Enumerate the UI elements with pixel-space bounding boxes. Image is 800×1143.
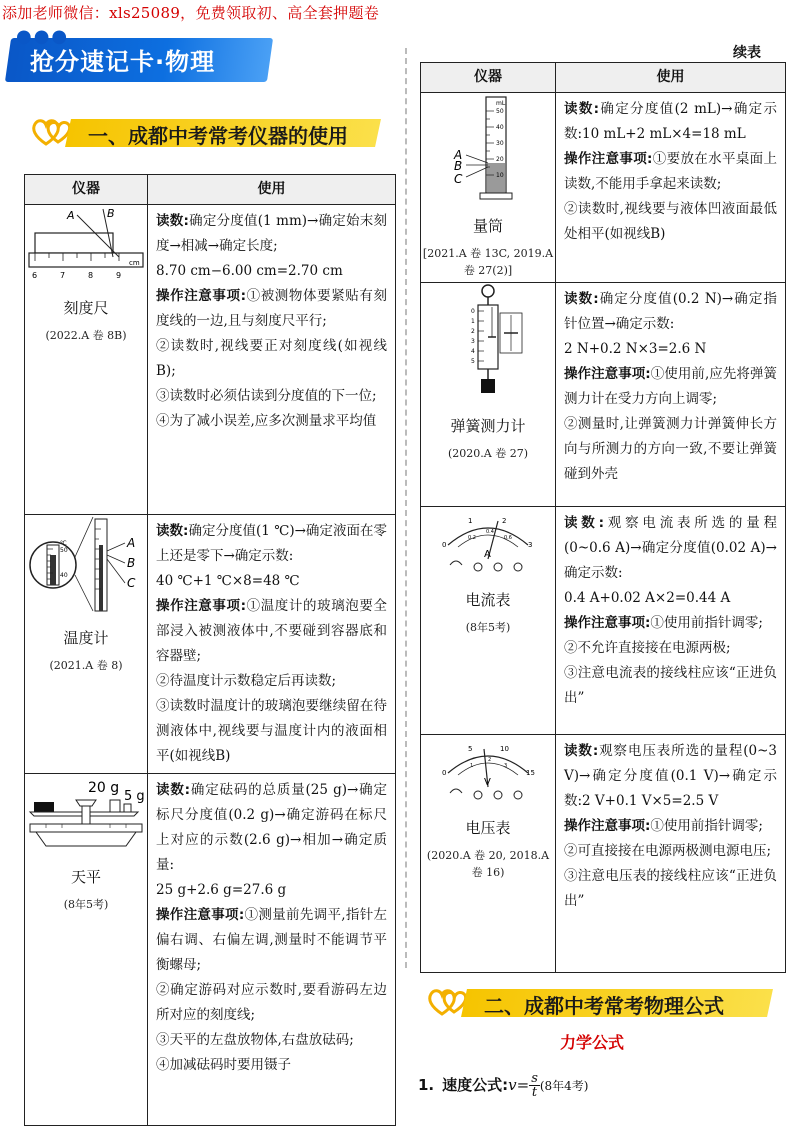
table-row bbox=[25, 774, 396, 1126]
usage-text: 确定分度值(0.2 N)→确定指针位置→确定示数: bbox=[564, 291, 778, 332]
usage-text: ②测量时,让弹簧测力计弹簧伸长方向与所测力的方向一致,不要让弹簧碰到外壳 bbox=[564, 416, 777, 482]
header-banner bbox=[8, 26, 273, 86]
usage-heading: 操作注意事项: bbox=[156, 598, 246, 614]
section-title-formulas bbox=[428, 985, 778, 1019]
ammeter-small-scale: 0.4 bbox=[486, 529, 494, 535]
spring-mark: 0 bbox=[471, 308, 475, 315]
usage-text: ③读数时温度计的玻璃泡要继续留在待测液体中,视线要与温度计内的液面相平(如视线B) bbox=[156, 698, 387, 764]
usage-cell-cylinder bbox=[556, 93, 786, 283]
thermo-unit: ℃ bbox=[60, 540, 67, 547]
ammeter-scale: 0 bbox=[442, 541, 447, 549]
instrument-name: 天平 bbox=[70, 868, 101, 886]
col-header-instrument: 仪器 bbox=[25, 175, 148, 205]
instrument-ref: (2020.A 卷 27) bbox=[447, 447, 528, 460]
usage-text: ②可直接接在电源两极测电源电压; bbox=[564, 843, 772, 859]
usage-text: 2 N+0.2 N×3=2.6 N bbox=[564, 341, 707, 357]
thermometer-illustration bbox=[27, 515, 145, 615]
usage-text: 确定分度值(2 mL)→确定示数:10 mL+2 mL×4=18 mL bbox=[564, 101, 777, 142]
instrument-cell-voltmeter bbox=[421, 735, 556, 973]
usage-cell-balance bbox=[148, 774, 396, 1126]
thermo-label-c: C bbox=[127, 576, 136, 590]
continued-label: 续表 bbox=[733, 45, 761, 61]
ammeter-scale: 3 bbox=[528, 541, 533, 549]
instrument-ref: (2022.A 卷 8B) bbox=[45, 329, 127, 342]
usage-heading: 操作注意事项: bbox=[564, 615, 651, 631]
usage-heading: 操作注意事项: bbox=[156, 907, 245, 923]
balance-weight-5g: 5 g bbox=[124, 789, 145, 804]
cylinder-mark: 40 bbox=[496, 124, 504, 131]
usage-heading: 读数: bbox=[156, 213, 189, 229]
instrument-ref: (8年5考) bbox=[63, 898, 109, 911]
column-divider bbox=[405, 48, 407, 968]
usage-text: ②待温度计示数稳定后再读数; bbox=[156, 673, 337, 689]
usage-text: 0.4 A+0.02 A×2=0.44 A bbox=[564, 590, 731, 606]
cylinder-label-a: A bbox=[454, 148, 463, 162]
spring-mark: 1 bbox=[471, 318, 475, 325]
usage-text: 确定分度值(1 ℃)→确定液面在零上还是零下→确定示数: bbox=[156, 523, 387, 564]
header-dots: ●●● bbox=[16, 26, 70, 47]
cylinder-mark: 10 bbox=[496, 172, 504, 179]
voltmeter-scale: 0 bbox=[442, 769, 447, 777]
section-title-text: 二、成都中考常考物理公式 bbox=[484, 994, 724, 1018]
instrument-cell-cylinder bbox=[421, 93, 556, 283]
formula-ref: (8年4考) bbox=[539, 1079, 589, 1093]
formula-label: 速度公式: bbox=[442, 1076, 509, 1094]
usage-text: ②不允许直接接在电源两极; bbox=[564, 640, 731, 656]
usage-heading: 读数: bbox=[564, 743, 599, 759]
instrument-cell-spring-scale bbox=[421, 283, 556, 507]
instrument-ref: [2021.A 卷 13C, 2019.A 卷 27(2)] bbox=[422, 247, 554, 277]
usage-heading: 读数: bbox=[564, 291, 599, 307]
usage-text: 确定分度值(1 mm)→确定始末刻度→相减→确定长度; bbox=[156, 213, 388, 254]
thermo-label-a: A bbox=[127, 536, 136, 550]
ammeter-illustration bbox=[438, 507, 538, 577]
usage-heading: 操作注意事项: bbox=[564, 366, 651, 382]
ammeter-scale: 2 bbox=[502, 517, 507, 525]
ruler-illustration bbox=[27, 205, 145, 285]
usage-text: ②确定游码对应示数时,要看游码左边所对应的刻度线; bbox=[156, 982, 387, 1023]
formula-number: 1. bbox=[418, 1076, 435, 1094]
thermo-label-b: B bbox=[127, 556, 136, 570]
cylinder-label-c: C bbox=[454, 172, 463, 186]
instrument-cell-ammeter bbox=[421, 507, 556, 735]
usage-cell-ruler bbox=[148, 205, 396, 515]
usage-heading: 操作注意事项: bbox=[156, 288, 246, 304]
usage-text: 观察电压表所选的量程(0~3 V)→确定分度值(0.1 V)→确定示数:2 V+0.1 V×5=2.5 V bbox=[564, 743, 777, 809]
usage-heading: 操作注意事项: bbox=[564, 818, 651, 834]
usage-text: ①温度计的玻璃泡要全部浸入被测液体中,不要碰到容器底和容器壁; bbox=[156, 598, 387, 664]
usage-text: ②读数时,视线要与液体凹液面最低处相平(如视线B) bbox=[564, 201, 777, 242]
usage-heading: 读数: bbox=[156, 523, 189, 539]
table-row bbox=[25, 515, 396, 774]
balance-weight-20g: 20 g bbox=[88, 780, 120, 796]
mechanics-subtitle: 力学公式 bbox=[560, 1033, 625, 1052]
usage-text: ③注意电流表的接线柱应该“正进负出” bbox=[564, 665, 777, 706]
usage-text: ②读数时,视线要正对刻度线(如视线B); bbox=[156, 338, 387, 379]
instrument-name: 弹簧测力计 bbox=[450, 417, 526, 435]
col-header-usage: 使用 bbox=[556, 63, 786, 93]
ruler-tick: 9 bbox=[116, 271, 122, 280]
voltmeter-illustration bbox=[438, 735, 538, 805]
usage-text: ①使用前,应先将弹簧测力计在受力方向上调零; bbox=[564, 366, 777, 407]
usage-text: ③天平的左盘放物体,右盘放砝码; bbox=[156, 1032, 354, 1048]
usage-text: 8.70 cm−6.00 cm=2.70 cm bbox=[156, 263, 343, 279]
instrument-name: 电压表 bbox=[465, 819, 511, 837]
cylinder-mark: 50 bbox=[496, 108, 504, 115]
usage-text: ③注意电压表的接线柱应该“正进负出” bbox=[564, 868, 777, 909]
usage-heading: 读数: bbox=[564, 101, 600, 117]
instrument-name: 温度计 bbox=[63, 629, 109, 647]
instrument-ref: (2021.A 卷 8) bbox=[49, 659, 123, 672]
voltmeter-small-scale: 3 bbox=[504, 763, 508, 769]
col-header-usage: 使用 bbox=[148, 175, 396, 205]
usage-text: 观察电流表所选的量程(0~0.6 A)→确定分度值(0.02 A)→确定示数: bbox=[564, 515, 777, 581]
usage-heading: 读数: bbox=[156, 782, 191, 798]
formula-numerator: s bbox=[531, 1071, 538, 1086]
cylinder-mark: 20 bbox=[496, 156, 504, 163]
ammeter-scale: 1 bbox=[468, 517, 473, 525]
voltmeter-scale: 15 bbox=[526, 769, 535, 777]
formula-lhs: v= bbox=[508, 1076, 530, 1094]
usage-heading: 读数: bbox=[564, 515, 604, 531]
spring-mark: 5 bbox=[471, 358, 475, 365]
usage-text: ①被测物体要紧贴有刻度线的一边,且与刻度尺平行; bbox=[156, 288, 387, 329]
instrument-cell-balance bbox=[25, 774, 148, 1126]
instrument-table-right bbox=[420, 62, 786, 973]
formula-speed bbox=[418, 1072, 589, 1099]
cylinder-mark: 30 bbox=[496, 140, 504, 147]
thermo-tick-40: 40 bbox=[60, 572, 68, 579]
ruler-tick: 6 bbox=[32, 271, 38, 280]
table-row bbox=[421, 735, 786, 973]
table-row bbox=[421, 507, 786, 735]
spring-mark: 2 bbox=[471, 328, 475, 335]
ammeter-small-scale: 0.2 bbox=[468, 535, 476, 541]
usage-text: 40 ℃+1 ℃×8=48 ℃ bbox=[156, 573, 300, 589]
usage-text: ④加减砝码时要用镊子 bbox=[156, 1057, 291, 1073]
instrument-ref: (8年5考) bbox=[465, 621, 511, 634]
ruler-label-a: A bbox=[67, 209, 75, 222]
cylinder-label-b: B bbox=[454, 159, 463, 173]
cylinder-illustration bbox=[448, 93, 528, 203]
table-row bbox=[25, 205, 396, 515]
ammeter-small-scale: 0.6 bbox=[504, 535, 512, 541]
instrument-name: 刻度尺 bbox=[63, 299, 109, 317]
spring-mark: 3 bbox=[471, 338, 475, 345]
usage-text: ①测量前先调平,指针左偏右调、右偏左调,测量时不能调节平衡螺母; bbox=[156, 907, 387, 973]
usage-heading: 操作注意事项: bbox=[564, 151, 653, 167]
spring-scale-illustration bbox=[448, 283, 528, 403]
usage-text: 25 g+2.6 g=27.6 g bbox=[156, 882, 287, 898]
section-title-instruments bbox=[32, 115, 382, 149]
table-row bbox=[421, 93, 786, 283]
instrument-name: 量筒 bbox=[472, 217, 503, 235]
instrument-table-left bbox=[24, 174, 396, 1126]
ruler-unit: cm bbox=[129, 259, 140, 267]
col-header-instrument: 仪器 bbox=[421, 63, 556, 93]
page-title: 抢分速记卡·物理 bbox=[30, 48, 216, 76]
voltmeter-small-scale: 1 bbox=[470, 763, 474, 769]
usage-cell-thermometer bbox=[148, 515, 396, 774]
spring-mark: 4 bbox=[471, 348, 475, 355]
instrument-ref: (2020.A 卷 20, 2018.A 卷 16) bbox=[426, 849, 550, 879]
usage-cell-voltmeter bbox=[556, 735, 786, 973]
thermo-tick-50: 50 bbox=[60, 547, 68, 554]
instrument-cell-ruler bbox=[25, 205, 148, 515]
usage-cell-ammeter bbox=[556, 507, 786, 735]
ruler-tick: 8 bbox=[88, 271, 94, 280]
balance-illustration bbox=[26, 774, 146, 854]
usage-text: ①要放在水平桌面上读数,不能用手拿起来读数; bbox=[564, 151, 777, 192]
watermark-text: 添加老师微信：xls25089，免费领取初、高全套押题卷 bbox=[2, 4, 380, 22]
voltmeter-small-scale: 2 bbox=[488, 757, 492, 763]
ruler-label-b: B bbox=[107, 207, 115, 220]
ammeter-dial-label: A bbox=[484, 549, 491, 560]
voltmeter-dial-label: V bbox=[484, 777, 491, 788]
usage-cell-spring-scale bbox=[556, 283, 786, 507]
voltmeter-scale: 10 bbox=[500, 745, 509, 753]
formula-denominator: t bbox=[531, 1085, 538, 1100]
voltmeter-scale: 5 bbox=[468, 745, 473, 753]
usage-text: ③读数时必须估读到分度值的下一位; bbox=[156, 388, 377, 404]
usage-text: ①使用前指针调零; bbox=[650, 818, 763, 834]
instrument-cell-thermometer bbox=[25, 515, 148, 774]
usage-text: ④为了减小误差,应多次测量求平均值 bbox=[156, 413, 377, 429]
cylinder-unit: mL bbox=[496, 100, 506, 107]
table-row bbox=[421, 283, 786, 507]
usage-text: 确定砝码的总质量(25 g)→确定标尺分度值(0.2 g)→确定游码在标尺上对应的示数(2.6 g)→相加→确定质量: bbox=[156, 782, 387, 873]
ruler-tick: 7 bbox=[60, 271, 66, 280]
section-title-text: 一、成都中考常考仪器的使用 bbox=[88, 124, 348, 148]
instrument-name: 电流表 bbox=[465, 591, 511, 609]
formula-fraction bbox=[529, 1072, 540, 1099]
usage-text: ①使用前指针调零; bbox=[650, 615, 763, 631]
